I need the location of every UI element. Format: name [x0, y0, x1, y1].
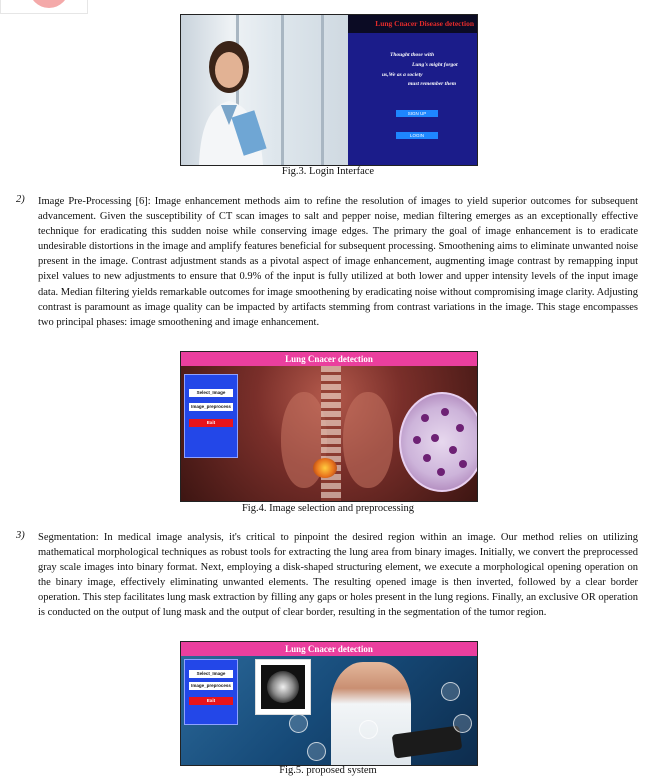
cell-closeup: [399, 392, 478, 492]
quote-line: Thought those with: [390, 52, 435, 58]
fig4-caption: Fig.4. Image selection and preprocessing: [241, 503, 415, 514]
login-button[interactable]: LOGIN: [396, 132, 438, 139]
doctor-photo: [181, 15, 348, 165]
control-panel: [184, 659, 238, 725]
fig5-screenshot: [180, 641, 478, 766]
section-number: 2): [16, 194, 25, 205]
lung-right: [343, 392, 393, 488]
logo-shape: [29, 0, 69, 8]
control-panel: [184, 374, 238, 458]
medical-icon: [307, 742, 326, 761]
login-panel: [348, 15, 477, 165]
quote-line: us,We as a society: [382, 72, 423, 78]
section3-paragraph: Segmentation: In medical image analysis, it's critical to pinpoint the desired region within an image. Our method relies on utilizing mathematical morphological techniques as robust tools for extracting the lung area from binary images. Initially, we convert the preprocessed gray scale images into binary format. Next, employing a disk-shaped structuring element, we execute a morphological opening operation on the binary image, effectively eliminating unwanted elements. The resulting opened image is then inverted, followed by a clear border operation. This step facilitates lung mask extraction by filling any gaps or holes present in the lung regions. Finally, an exclusive OR operation is conducted on the output of lung mask and the output of clear border, resulting in the segmentation of the tumor region.: [38, 532, 638, 619]
exit-button[interactable]: Exit: [189, 419, 233, 427]
fig3-caption: Fig.3. Login Interface: [281, 166, 375, 177]
fig5-app-title: Lung Cnacer detection: [181, 642, 477, 656]
corner-logo: [0, 0, 88, 14]
section2-paragraph: Image Pre-Processing [6]: Image enhancement methods aim to refine the resolution of images to yield superior outcomes for subsequent advancement. Given the susceptibility of CT scan images to salt and pepper noise, median filtering emerges as an exceptionally effective technique for eradicating this sudden noise while conserving image edges. The primary the goal of image enhancement is to eradicate undesirable distortions in the image and amplify features beneficial for subsequent processing. Smoothening aims to eliminate unwanted noise present in the image. Contrast adjustment stands as a pivotal aspect of image enhancement, augmenting image contrast by remapping input pixel values to new adjustments to ensure that 0.9% of the input is fully utilized at both lower and upper intensity levels of the input image data. Median filtering yields remarkable outcomes for image smoothening by eradicating noise without compromising image clarity. Adjusting contrast is paramount as image quality can be impacted by artifacts stemming from contrast variations in the image. This stage encompasses two principal phases: image smoothening and image enhancement.: [38, 196, 639, 328]
tumor-highlight: [313, 458, 337, 478]
quote-line: Lung's might forgot: [412, 62, 458, 68]
fig3-login-screenshot: [180, 14, 478, 166]
medical-icon: [289, 714, 308, 733]
select-image-button[interactable]: Select_Image: [189, 670, 233, 678]
spine-graphic: [321, 366, 341, 501]
fig4-screenshot: [180, 351, 478, 502]
exit-button[interactable]: Exit: [189, 697, 233, 705]
signup-button[interactable]: SIGN UP: [396, 110, 438, 117]
doctor-figure: [181, 15, 348, 165]
section-number: 3): [16, 530, 25, 541]
login-app-title: Lung Cnacer Disease detection: [348, 15, 477, 33]
select-image-button[interactable]: Select_Image: [189, 389, 233, 397]
fig4-app-title: Lung Cnacer detection: [181, 352, 477, 366]
medical-icon: [441, 682, 460, 701]
quote-line: must remember them: [408, 81, 456, 87]
fig5-caption: Fig.5. proposed system: [279, 765, 377, 776]
brain-scan-image: [255, 659, 311, 715]
medical-icon: [453, 714, 472, 733]
image-preprocess-button[interactable]: Image_preprocess: [189, 403, 233, 411]
medical-icon: [359, 720, 378, 739]
image-preprocess-button[interactable]: Image_preprocess: [189, 682, 233, 690]
